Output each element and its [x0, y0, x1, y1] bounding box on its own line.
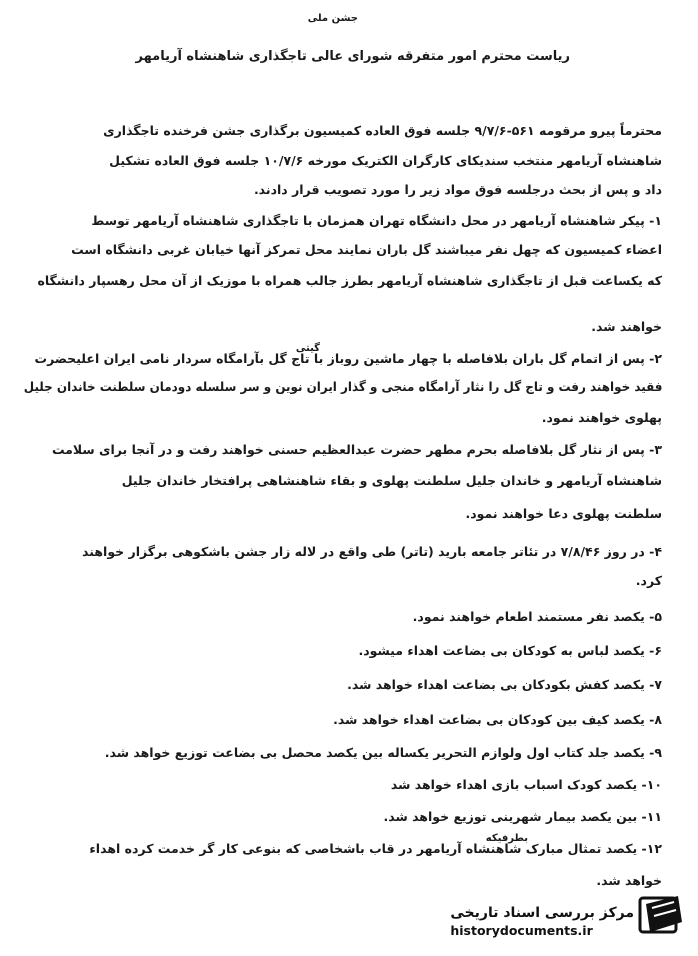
- document-line: فقید خواهند رفت و تاج گل را نثار آرامگاه منجی و گذار ایران نوین و سر سلسله دودمان سلطنت خاندان جلیل: [23, 379, 662, 394]
- document-line: خواهند شد.: [591, 319, 662, 334]
- document-line: ۳- پس از نثار گل بلافاصله بحرم مطهر حضرت عبدالعظیم حسنی خواهند رفت و در آنجا برای سلامت: [51, 442, 662, 457]
- document-line: ۸- یکصد کیف بین کودکان بی بضاعت اهداء خواهد شد.: [333, 712, 662, 727]
- document-line: سلطنت پهلوی دعا خواهند نمود.: [465, 506, 662, 521]
- document-line: ۷- یکصد کفش بکودکان بی بضاعت اهداء خواهد شد.: [347, 677, 662, 692]
- interlinear-note: بطرفیکه: [485, 833, 528, 844]
- document-line: ۱- پیکر شاهنشاه آریامهر در محل دانشگاه تهران همزمان با تاجگذاری شاهنشاه آریامهر توسط: [91, 213, 662, 228]
- document-line: ۱۱- بین یکصد بیمار شهرینی توزیع خواهد شد.: [383, 809, 662, 824]
- document-line: ۲- پس از اتمام گل باران بلافاصله با چهار ماشین روباز با تاج گل بآرامگاه سردار نامی ایران اعلیحضرت: [34, 351, 662, 366]
- document-line: ۶- یکصد لباس به کودکان بی بضاعت اهداء میشود.: [358, 643, 662, 658]
- document-line: پهلوی خواهند نمود.: [541, 410, 662, 425]
- watermark: [450, 905, 634, 938]
- interlinear-note: گیتی: [295, 343, 320, 354]
- annotation-top: جشن ملی: [307, 13, 358, 24]
- document-heading: ریاست محترم امور متفرقه شورای عالی تاجگذاری شاهنشاه آریامهر: [135, 49, 570, 64]
- document-line: ۴- در روز ۷/۸/۴۶ در تئاتر جامعه بارید (تاتر) طی واقع در لاله زار جشن باشکوهی برگزار خواهند: [82, 544, 662, 559]
- document-line: شاهنشاه آریامهر و خاندان جلیل سلطنت پهلوی و بقاء شاهنشاهی پرافتخار خاندان جلیل: [121, 473, 662, 488]
- document-line: داد و پس از بحث درجلسه فوق مواد زیر را مورد تصویب قرار دادند.: [253, 182, 662, 197]
- document-line: ۵- یکصد نفر مستمند اطعام خواهند نمود.: [412, 609, 662, 624]
- document-line: خواهد شد.: [596, 873, 662, 888]
- document-line: شاهنشاه آریامهر منتخب سندیکای کارگران الکتریک مورخه ۱۰/۷/۶ جلسه فوق العاده تشکیل: [109, 153, 662, 168]
- document-line: اعضاء کمیسیون که چهل نفر میباشند گل باران نمایند محل تمرکز آنها خیابان غربی دانشگاه است: [71, 242, 662, 257]
- book-logo-icon: [638, 892, 684, 938]
- document-line: کرد.: [635, 573, 662, 588]
- document-line: محترماً پیرو مرقومه ۵۶۱-۹/۷/۶ جلسه فوق العاده کمیسیون برگذاری جشن فرخنده تاجگذاری: [103, 123, 662, 138]
- document-line: ۹- یکصد جلد کتاب اول ولوازم التحریر یکساله بین یکصد محصل بی بضاعت توزیع خواهد شد.: [104, 745, 662, 760]
- document-line: ۱۰- یکصد کودک اسباب بازی اهداء خواهد شد: [390, 777, 662, 792]
- watermark-name: مرکز بررسی اسناد تاریخی: [450, 905, 634, 921]
- document-line: ۱۲- یکصد تمثال مبارک شاهنشاه آریامهر در قاب باشخاصی که بنوعی کار گر خدمت کرده اهداء: [89, 841, 662, 856]
- document-line: که یکساعت قبل از تاجگذاری شاهنشاه آریامهر بطرز جالب همراه با موزیک از آن محل رهسپار دانشگاه: [37, 273, 662, 288]
- watermark-url: historydocuments.ir: [450, 923, 593, 938]
